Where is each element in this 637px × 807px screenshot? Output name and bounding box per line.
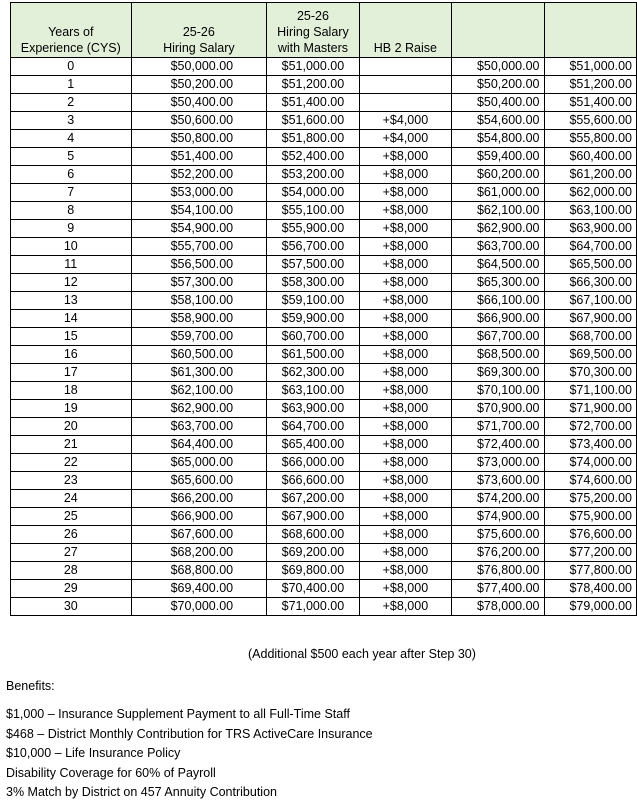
table-cell: $55,900.00 xyxy=(267,220,360,238)
table-cell: $60,700.00 xyxy=(267,328,360,346)
table-row xyxy=(11,166,637,184)
table-cell: $53,200.00 xyxy=(267,166,360,184)
benefit-item: $468 – District Monthly Contribution for TRS ActiveCare Insurance xyxy=(6,726,373,741)
table-cell: 5 xyxy=(11,148,132,166)
table-cell: $66,200.00 xyxy=(131,490,267,508)
table-cell: $72,400.00 xyxy=(452,436,544,454)
table-row xyxy=(11,508,637,526)
table-cell: 15 xyxy=(11,328,132,346)
table-cell: $67,900.00 xyxy=(267,508,360,526)
table-cell: $74,900.00 xyxy=(452,508,544,526)
table-cell: 2 xyxy=(11,94,132,112)
table-cell: 6 xyxy=(11,166,132,184)
table-cell: +$8,000 xyxy=(359,490,451,508)
table-cell: $64,700.00 xyxy=(267,418,360,436)
table-cell: 0 xyxy=(11,58,132,76)
table-cell: +$8,000 xyxy=(359,508,451,526)
table-cell: $73,000.00 xyxy=(452,454,544,472)
table-cell: $69,200.00 xyxy=(267,544,360,562)
column-header-line: 25-26 xyxy=(296,9,329,23)
table-cell: $76,800.00 xyxy=(452,562,544,580)
table-cell: +$8,000 xyxy=(359,418,451,436)
table-cell: 24 xyxy=(11,490,132,508)
table-cell: $70,900.00 xyxy=(452,400,544,418)
table-cell: 12 xyxy=(11,274,132,292)
table-row xyxy=(11,202,637,220)
table-cell: $66,900.00 xyxy=(452,310,544,328)
table-cell: +$8,000 xyxy=(359,580,451,598)
table-cell: $62,900.00 xyxy=(452,220,544,238)
table-row xyxy=(11,292,637,310)
column-header-2 xyxy=(267,3,360,58)
table-cell: $67,600.00 xyxy=(131,526,267,544)
table-cell: $65,300.00 xyxy=(452,274,544,292)
table-cell: +$8,000 xyxy=(359,274,451,292)
table-cell: $68,700.00 xyxy=(544,328,636,346)
table-cell: $76,200.00 xyxy=(452,544,544,562)
table-cell: $50,200.00 xyxy=(452,76,544,94)
table-cell xyxy=(359,76,451,94)
table-cell: 4 xyxy=(11,130,132,148)
table-cell: $55,700.00 xyxy=(131,238,267,256)
table-cell: $55,800.00 xyxy=(544,130,636,148)
table-cell: $66,600.00 xyxy=(267,472,360,490)
table-cell: +$8,000 xyxy=(359,598,451,616)
table-cell: $75,200.00 xyxy=(544,490,636,508)
table-cell: 22 xyxy=(11,454,132,472)
table-cell: +$8,000 xyxy=(359,364,451,382)
table-cell: $51,400.00 xyxy=(131,148,267,166)
table-cell: $62,000.00 xyxy=(544,184,636,202)
table-cell: $54,100.00 xyxy=(131,202,267,220)
table-cell: 7 xyxy=(11,184,132,202)
table-cell: $51,200.00 xyxy=(267,76,360,94)
table-cell: 20 xyxy=(11,418,132,436)
table-cell: 25 xyxy=(11,508,132,526)
table-cell: +$8,000 xyxy=(359,148,451,166)
table-cell: +$8,000 xyxy=(359,328,451,346)
table-cell: $60,500.00 xyxy=(131,346,267,364)
table-cell: $62,100.00 xyxy=(452,202,544,220)
table-cell: $69,300.00 xyxy=(452,364,544,382)
table-row xyxy=(11,454,637,472)
table-cell: $50,600.00 xyxy=(131,112,267,130)
table-cell: $74,000.00 xyxy=(544,454,636,472)
table-header-row xyxy=(11,3,637,58)
table-cell: $66,900.00 xyxy=(131,508,267,526)
table-cell: $54,600.00 xyxy=(452,112,544,130)
table-cell: $67,900.00 xyxy=(544,310,636,328)
table-cell: $57,500.00 xyxy=(267,256,360,274)
table-cell: $68,500.00 xyxy=(452,346,544,364)
table-row xyxy=(11,472,637,490)
table-cell: +$8,000 xyxy=(359,526,451,544)
table-cell: $61,200.00 xyxy=(544,166,636,184)
table-cell: $77,400.00 xyxy=(452,580,544,598)
table-row xyxy=(11,238,637,256)
table-cell: 11 xyxy=(11,256,132,274)
benefit-item: 3% Match by District on 457 Annuity Contribution xyxy=(6,785,277,799)
table-cell: $72,700.00 xyxy=(544,418,636,436)
table-cell: $63,700.00 xyxy=(131,418,267,436)
table-cell: $70,300.00 xyxy=(544,364,636,382)
table-cell: $65,600.00 xyxy=(131,472,267,490)
table-cell: $63,900.00 xyxy=(544,220,636,238)
benefits-heading: Benefits: xyxy=(6,679,55,693)
table-row xyxy=(11,526,637,544)
column-header-line: Years of xyxy=(48,25,94,39)
table-cell: +$8,000 xyxy=(359,238,451,256)
table-cell: $51,600.00 xyxy=(267,112,360,130)
table-cell xyxy=(359,94,451,112)
table-row xyxy=(11,436,637,454)
table-cell: +$8,000 xyxy=(359,436,451,454)
column-header-4 xyxy=(452,3,544,58)
table-row xyxy=(11,94,637,112)
table-cell: $68,200.00 xyxy=(131,544,267,562)
table-cell: $66,300.00 xyxy=(544,274,636,292)
table-cell: $71,900.00 xyxy=(544,400,636,418)
table-cell: 30 xyxy=(11,598,132,616)
benefit-item: $1,000 – Insurance Supplement Payment to all Full-Time Staff xyxy=(6,707,350,721)
table-cell: $60,400.00 xyxy=(544,148,636,166)
table-cell: $63,900.00 xyxy=(267,400,360,418)
table-cell: $69,400.00 xyxy=(131,580,267,598)
table-cell: $62,100.00 xyxy=(131,382,267,400)
table-cell: $64,700.00 xyxy=(544,238,636,256)
table-cell: $74,200.00 xyxy=(452,490,544,508)
column-header-0 xyxy=(11,3,132,58)
table-cell: $62,300.00 xyxy=(267,364,360,382)
table-cell: $50,400.00 xyxy=(131,94,267,112)
table-cell: 17 xyxy=(11,364,132,382)
table-cell: +$8,000 xyxy=(359,472,451,490)
table-cell: $54,000.00 xyxy=(267,184,360,202)
table-cell: $66,000.00 xyxy=(267,454,360,472)
table-cell: +$8,000 xyxy=(359,292,451,310)
table-cell: $61,000.00 xyxy=(452,184,544,202)
table-cell: +$8,000 xyxy=(359,346,451,364)
table-cell: $59,400.00 xyxy=(452,148,544,166)
table-cell: $50,000.00 xyxy=(452,58,544,76)
table-cell: 23 xyxy=(11,472,132,490)
table-row xyxy=(11,274,637,292)
table-cell: $65,500.00 xyxy=(544,256,636,274)
table-row xyxy=(11,148,637,166)
table-cell: $66,100.00 xyxy=(452,292,544,310)
table-cell: +$8,000 xyxy=(359,256,451,274)
table-cell: $70,400.00 xyxy=(267,580,360,598)
table-cell: 29 xyxy=(11,580,132,598)
table-row xyxy=(11,112,637,130)
table-cell: $78,400.00 xyxy=(544,580,636,598)
table-row xyxy=(11,346,637,364)
table-cell: $67,100.00 xyxy=(544,292,636,310)
table-cell: $60,200.00 xyxy=(452,166,544,184)
column-header-line: 25-26 xyxy=(182,25,215,39)
table-cell: 27 xyxy=(11,544,132,562)
table-cell: $56,700.00 xyxy=(267,238,360,256)
table-cell: $73,400.00 xyxy=(544,436,636,454)
table-cell: $58,900.00 xyxy=(131,310,267,328)
table-row xyxy=(11,598,637,616)
benefits-list xyxy=(6,705,373,803)
table-cell: $50,800.00 xyxy=(131,130,267,148)
column-header-5 xyxy=(544,3,636,58)
table-cell: +$8,000 xyxy=(359,454,451,472)
table-cell: $55,600.00 xyxy=(544,112,636,130)
table-cell: $50,400.00 xyxy=(452,94,544,112)
table-cell: $78,000.00 xyxy=(452,598,544,616)
table-cell: 16 xyxy=(11,346,132,364)
table-cell: 9 xyxy=(11,220,132,238)
table-cell: 3 xyxy=(11,112,132,130)
table-row xyxy=(11,328,637,346)
table-row xyxy=(11,400,637,418)
table-cell: 18 xyxy=(11,382,132,400)
column-header-line: Experience (CYS) xyxy=(20,41,121,55)
table-row xyxy=(11,580,637,598)
table-cell: $53,000.00 xyxy=(131,184,267,202)
table-row xyxy=(11,418,637,436)
table-cell: $67,700.00 xyxy=(452,328,544,346)
table-cell: $56,500.00 xyxy=(131,256,267,274)
table-cell: 14 xyxy=(11,310,132,328)
table-cell: $58,100.00 xyxy=(131,292,267,310)
benefit-item: $10,000 – Life Insurance Policy xyxy=(6,746,181,760)
table-cell: $63,100.00 xyxy=(544,202,636,220)
table-row xyxy=(11,382,637,400)
table-cell: 8 xyxy=(11,202,132,220)
table-cell: +$8,000 xyxy=(359,184,451,202)
table-cell: $69,800.00 xyxy=(267,562,360,580)
table-cell: $61,300.00 xyxy=(131,364,267,382)
table-cell: $65,400.00 xyxy=(267,436,360,454)
table-cell: $59,100.00 xyxy=(267,292,360,310)
column-header-3 xyxy=(359,3,451,58)
table-cell: 19 xyxy=(11,400,132,418)
benefits-section xyxy=(6,677,373,803)
table-cell: $71,100.00 xyxy=(544,382,636,400)
table-cell: $67,200.00 xyxy=(267,490,360,508)
table-cell: +$8,000 xyxy=(359,202,451,220)
additional-note: (Additional $500 each year after Step 30) xyxy=(248,647,476,661)
table-cell: $69,500.00 xyxy=(544,346,636,364)
table-cell: $52,400.00 xyxy=(267,148,360,166)
table-cell: $73,600.00 xyxy=(452,472,544,490)
column-header-line: HB 2 Raise xyxy=(373,41,437,55)
table-cell: $77,200.00 xyxy=(544,544,636,562)
table-cell: 10 xyxy=(11,238,132,256)
table-row xyxy=(11,544,637,562)
column-header-line: Hiring Salary xyxy=(277,25,349,39)
table-cell: $62,900.00 xyxy=(131,400,267,418)
table-cell: +$8,000 xyxy=(359,400,451,418)
table-cell: $51,400.00 xyxy=(267,94,360,112)
table-cell: $70,000.00 xyxy=(131,598,267,616)
table-cell: $71,700.00 xyxy=(452,418,544,436)
table-row xyxy=(11,490,637,508)
table-row xyxy=(11,310,637,328)
table-cell: $54,900.00 xyxy=(131,220,267,238)
column-header-line: Hiring Salary xyxy=(163,41,235,55)
table-cell xyxy=(359,58,451,76)
table-cell: 21 xyxy=(11,436,132,454)
table-cell: $61,500.00 xyxy=(267,346,360,364)
table-cell: +$8,000 xyxy=(359,562,451,580)
table-cell: $51,200.00 xyxy=(544,76,636,94)
benefit-item: Disability Coverage for 60% of Payroll xyxy=(6,765,216,780)
table-cell: $63,700.00 xyxy=(452,238,544,256)
column-header-1 xyxy=(131,3,267,58)
salary-table xyxy=(10,2,637,616)
table-row xyxy=(11,58,637,76)
table-cell: 13 xyxy=(11,292,132,310)
table-cell: $70,100.00 xyxy=(452,382,544,400)
table-cell: $79,000.00 xyxy=(544,598,636,616)
table-cell: +$4,000 xyxy=(359,130,451,148)
table-body xyxy=(11,58,637,616)
table-cell: $74,600.00 xyxy=(544,472,636,490)
table-cell: $51,000.00 xyxy=(544,58,636,76)
table-cell: $55,100.00 xyxy=(267,202,360,220)
table-cell: 28 xyxy=(11,562,132,580)
table-cell: $64,400.00 xyxy=(131,436,267,454)
table-cell: $51,800.00 xyxy=(267,130,360,148)
table-cell: $64,500.00 xyxy=(452,256,544,274)
table-cell: $58,300.00 xyxy=(267,274,360,292)
table-cell: $68,800.00 xyxy=(131,562,267,580)
table-cell: +$8,000 xyxy=(359,310,451,328)
table-cell: +$8,000 xyxy=(359,382,451,400)
table-cell: $57,300.00 xyxy=(131,274,267,292)
table-cell: +$8,000 xyxy=(359,166,451,184)
table-row xyxy=(11,562,637,580)
table-cell: $76,600.00 xyxy=(544,526,636,544)
table-row xyxy=(11,76,637,94)
table-row xyxy=(11,130,637,148)
table-row xyxy=(11,364,637,382)
table-cell: $63,100.00 xyxy=(267,382,360,400)
table-cell: 1 xyxy=(11,76,132,94)
table-cell: $75,900.00 xyxy=(544,508,636,526)
table-cell: $50,000.00 xyxy=(131,58,267,76)
table-cell: $54,800.00 xyxy=(452,130,544,148)
table-row xyxy=(11,184,637,202)
table-cell: $59,900.00 xyxy=(267,310,360,328)
table-cell: $68,600.00 xyxy=(267,526,360,544)
table-cell: +$8,000 xyxy=(359,220,451,238)
table-row xyxy=(11,256,637,274)
table-cell: $59,700.00 xyxy=(131,328,267,346)
table-cell: +$4,000 xyxy=(359,112,451,130)
table-cell: $51,000.00 xyxy=(267,58,360,76)
table-cell: $50,200.00 xyxy=(131,76,267,94)
table-cell: +$8,000 xyxy=(359,544,451,562)
table-cell: $75,600.00 xyxy=(452,526,544,544)
table-row xyxy=(11,220,637,238)
table-cell: $51,400.00 xyxy=(544,94,636,112)
table-cell: $65,000.00 xyxy=(131,454,267,472)
table-cell: $77,800.00 xyxy=(544,562,636,580)
table-cell: $52,200.00 xyxy=(131,166,267,184)
column-header-line: with Masters xyxy=(277,41,348,55)
table-cell: 26 xyxy=(11,526,132,544)
table-cell: $71,000.00 xyxy=(267,598,360,616)
